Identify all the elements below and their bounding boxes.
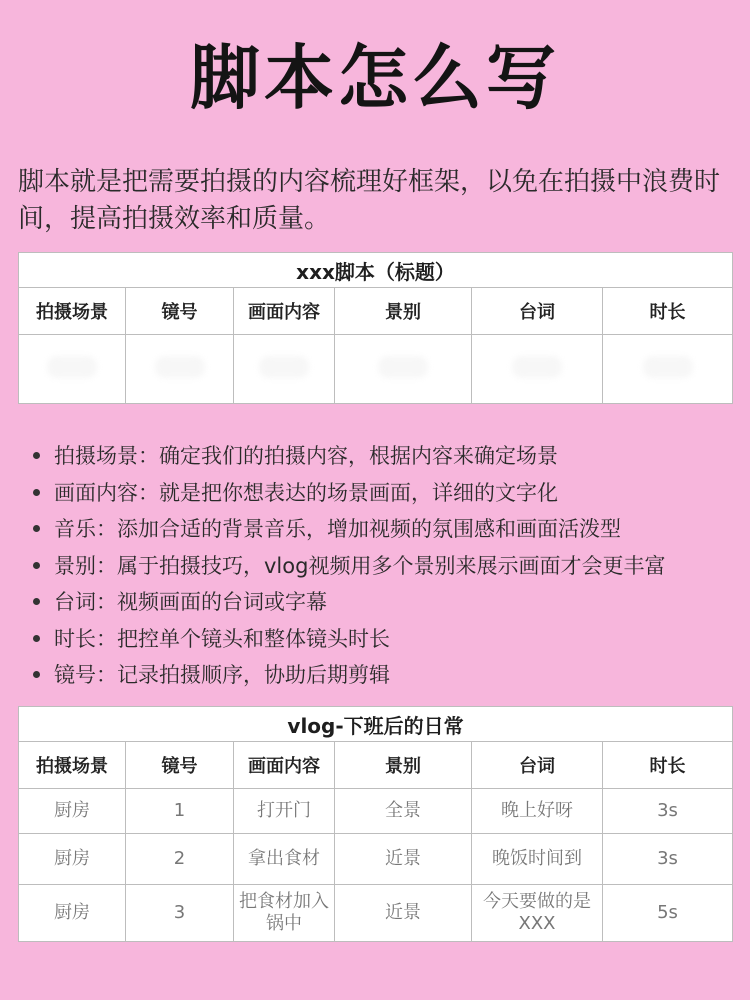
bullet-dot-icon xyxy=(33,671,40,678)
list-item-text: 景别：属于拍摄技巧，vlog视频用多个景别来展示画面才会更丰富 xyxy=(54,553,666,578)
list-item xyxy=(30,657,730,694)
list-item-text: 镜号：记录拍摄顺序，协助后期剪辑 xyxy=(54,663,390,687)
column-header: 拍摄场景 xyxy=(19,288,126,335)
table-cell: 今天要做的是XXX xyxy=(472,885,603,942)
column-header: 时长 xyxy=(603,288,733,335)
page-title: 脚本怎么写 xyxy=(190,37,560,119)
column-header: 景别 xyxy=(335,742,472,789)
field-explanations-list xyxy=(30,438,730,694)
table-row xyxy=(19,885,733,942)
column-header: 景别 xyxy=(335,288,472,335)
list-item xyxy=(30,621,730,658)
column-header: 镜号 xyxy=(126,742,234,789)
table-cell: 晚饭时间到 xyxy=(472,834,603,885)
table-caption: xxx脚本（标题） xyxy=(19,253,733,288)
list-item xyxy=(30,548,730,585)
list-item-text: 画面内容：就是把你想表达的场景画面，详细的文字化 xyxy=(54,480,558,505)
list-item-text: 音乐：添加合适的背景音乐，增加视频的氛围感和画面活泼型 xyxy=(54,517,621,541)
table-row xyxy=(19,834,733,885)
column-header: 画面内容 xyxy=(234,288,335,335)
list-item-text: 时长：把控单个镜头和整体镜头时长 xyxy=(54,626,390,651)
bullet-dot-icon xyxy=(33,525,40,532)
table-cell: 全景 xyxy=(335,789,472,834)
table-cell: 厨房 xyxy=(19,789,126,834)
empty-cell xyxy=(335,335,472,404)
table-row xyxy=(19,789,733,834)
column-header: 镜号 xyxy=(126,288,234,335)
empty-cell xyxy=(19,335,126,404)
bullet-dot-icon xyxy=(33,489,40,496)
table-cell: 拿出食材 xyxy=(234,834,335,885)
table-cell: 3s xyxy=(603,789,733,834)
table-cell: 近景 xyxy=(335,885,472,942)
empty-cell xyxy=(126,335,234,404)
list-item xyxy=(30,438,730,475)
table-caption: vlog-下班后的日常 xyxy=(19,707,733,742)
column-header: 拍摄场景 xyxy=(19,742,126,789)
empty-cell xyxy=(603,335,733,404)
list-item xyxy=(30,511,730,548)
list-item xyxy=(30,475,730,512)
list-item-text: 拍摄场景：确定我们的拍摄内容，根据内容来确定场景 xyxy=(54,444,558,468)
bullet-dot-icon xyxy=(33,562,40,569)
list-item xyxy=(30,584,730,621)
empty-cell xyxy=(234,335,335,404)
table-cell: 打开门 xyxy=(234,789,335,834)
table-cell: 3s xyxy=(603,834,733,885)
table-cell: 5s xyxy=(603,885,733,942)
table-cell: 2 xyxy=(126,834,234,885)
table-cell: 把食材加入锅中 xyxy=(234,885,335,942)
table-cell: 晚上好呀 xyxy=(472,789,603,834)
column-header: 时长 xyxy=(603,742,733,789)
table-cell: 厨房 xyxy=(19,885,126,942)
column-header: 台词 xyxy=(472,742,603,789)
column-header: 台词 xyxy=(472,288,603,335)
bullet-dot-icon xyxy=(33,598,40,605)
column-header: 画面内容 xyxy=(234,742,335,789)
table-cell: 厨房 xyxy=(19,834,126,885)
table-cell: 1 xyxy=(126,789,234,834)
bullet-dot-icon xyxy=(33,635,40,642)
table-cell: 3 xyxy=(126,885,234,942)
script-template-table xyxy=(18,252,733,404)
intro-paragraph: 脚本就是把需要拍摄的内容梳理好框架，以免在拍摄中浪费时间，提高拍摄效率和质量。 xyxy=(18,167,721,234)
vlog-script-table xyxy=(18,706,733,942)
empty-cell xyxy=(472,335,603,404)
bullet-dot-icon xyxy=(33,452,40,459)
list-item-text: 台词：视频画面的台词或字幕 xyxy=(54,590,327,614)
table-cell: 近景 xyxy=(335,834,472,885)
